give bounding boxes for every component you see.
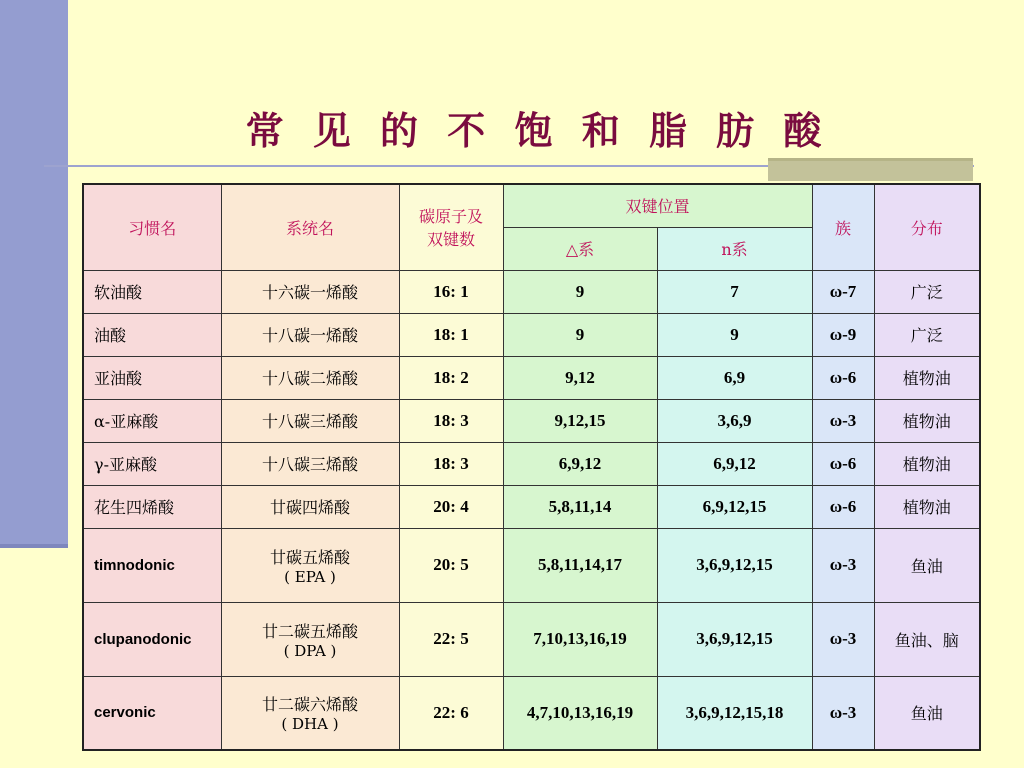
cell-family: ω-6	[812, 485, 874, 528]
cell-common-name: 软油酸	[83, 270, 221, 313]
cell-family: ω-7	[812, 270, 874, 313]
cell-common-name: γ-亚麻酸	[83, 442, 221, 485]
systematic-name-line: 十八碳一烯酸	[261, 326, 358, 345]
cell-common-name: timnodonic	[83, 528, 221, 602]
systematic-name-line: 十六碳一烯酸	[261, 283, 358, 302]
cell-carbon-count: 18: 1	[399, 313, 503, 356]
table-row	[83, 602, 980, 676]
systematic-name-line: 十八碳三烯酸	[261, 412, 358, 431]
cell-n-position: 3,6,9,12,15	[657, 528, 812, 602]
cell-distribution: 鱼油	[874, 528, 980, 602]
fatty-acid-table	[82, 183, 981, 751]
cell-distribution: 植物油	[874, 356, 980, 399]
cell-family: ω-3	[812, 676, 874, 750]
cell-distribution: 鱼油、脑	[874, 602, 980, 676]
cell-family: ω-3	[812, 602, 874, 676]
cell-n-position: 6,9	[657, 356, 812, 399]
cell-common-name: 花生四烯酸	[83, 485, 221, 528]
table-row	[83, 356, 980, 399]
systematic-name-line: 廿二碳五烯酸	[261, 621, 358, 641]
table-row	[83, 442, 980, 485]
cell-delta-position: 5,8,11,14,17	[503, 528, 657, 602]
cell-distribution: 广泛	[874, 313, 980, 356]
systematic-name-line: 廿碳五烯酸	[269, 547, 350, 567]
cell-delta-position: 6,9,12	[503, 442, 657, 485]
header-distribution: 分布	[874, 184, 980, 270]
table-row	[83, 399, 980, 442]
cell-carbon-count: 22: 5	[399, 602, 503, 676]
cell-delta-position: 4,7,10,13,16,19	[503, 676, 657, 750]
cell-systematic-name	[221, 313, 399, 356]
cell-systematic-name	[221, 399, 399, 442]
cell-n-position: 6,9,12,15	[657, 485, 812, 528]
cell-delta-position: 9,12	[503, 356, 657, 399]
cell-systematic-name	[221, 270, 399, 313]
cell-delta-position: 9	[503, 313, 657, 356]
systematic-name-line: 十八碳二烯酸	[261, 369, 358, 388]
header-carbon-line1: 碳原子及	[418, 207, 483, 227]
table-row	[83, 485, 980, 528]
title-rule-block	[768, 158, 973, 181]
cell-family: ω-9	[812, 313, 874, 356]
systematic-name-line: 廿二碳六烯酸	[261, 695, 358, 715]
left-bar-edge	[0, 544, 68, 548]
cell-distribution: 广泛	[874, 270, 980, 313]
cell-family: ω-3	[812, 528, 874, 602]
cell-family: ω-3	[812, 399, 874, 442]
cell-delta-position: 9	[503, 270, 657, 313]
cell-systematic-name	[221, 485, 399, 528]
header-carbon-line2: 双键数	[426, 230, 475, 250]
systematic-name-abbrev: ( DHA )	[281, 715, 339, 734]
cell-distribution: 鱼油	[874, 676, 980, 750]
cell-n-position: 3,6,9,12,15	[657, 602, 812, 676]
table-row	[83, 313, 980, 356]
cell-family: ω-6	[812, 356, 874, 399]
header-delta-system: △系	[503, 227, 657, 270]
cell-common-name: α-亚麻酸	[83, 399, 221, 442]
header-n-system: n系	[657, 227, 812, 270]
cell-common-name: 油酸	[83, 313, 221, 356]
cell-distribution: 植物油	[874, 399, 980, 442]
cell-common-name: clupanodonic	[83, 602, 221, 676]
cell-carbon-count: 20: 5	[399, 528, 503, 602]
header-common-name: 习惯名	[83, 184, 221, 270]
left-decorative-bar	[0, 0, 68, 548]
cell-distribution: 植物油	[874, 442, 980, 485]
systematic-name-line: 十八碳三烯酸	[261, 455, 358, 474]
cell-delta-position: 7,10,13,16,19	[503, 602, 657, 676]
cell-n-position: 7	[657, 270, 812, 313]
systematic-name-abbrev: ( DPA )	[283, 641, 337, 660]
cell-carbon-count: 20: 4	[399, 485, 503, 528]
cell-carbon-count: 18: 2	[399, 356, 503, 399]
cell-systematic-name	[221, 442, 399, 485]
cell-distribution: 植物油	[874, 485, 980, 528]
cell-carbon-count: 18: 3	[399, 442, 503, 485]
cell-n-position: 9	[657, 313, 812, 356]
header-systematic-name: 系统名	[221, 184, 399, 270]
table-row	[83, 528, 980, 602]
cell-systematic-name	[221, 602, 399, 676]
cell-carbon-count: 18: 3	[399, 399, 503, 442]
cell-systematic-name	[221, 676, 399, 750]
cell-n-position: 6,9,12	[657, 442, 812, 485]
cell-systematic-name	[221, 528, 399, 602]
cell-n-position: 3,6,9,12,15,18	[657, 676, 812, 750]
cell-delta-position: 9,12,15	[503, 399, 657, 442]
header-double-bond-position: 双键位置	[503, 184, 812, 227]
systematic-name-line: 廿碳四烯酸	[269, 498, 350, 517]
cell-carbon-count: 16: 1	[399, 270, 503, 313]
cell-n-position: 3,6,9	[657, 399, 812, 442]
cell-carbon-count: 22: 6	[399, 676, 503, 750]
cell-systematic-name	[221, 356, 399, 399]
cell-common-name: 亚油酸	[83, 356, 221, 399]
systematic-name-abbrev: ( EPA )	[284, 567, 336, 586]
table-row	[83, 676, 980, 750]
cell-family: ω-6	[812, 442, 874, 485]
slide-title: 常 见 的 不 饱 和 脂 肪 酸	[245, 109, 830, 153]
cell-common-name: cervonic	[83, 676, 221, 750]
cell-delta-position: 5,8,11,14	[503, 485, 657, 528]
header-carbon-double-bond	[399, 184, 503, 270]
header-family: 族	[812, 184, 874, 270]
table-row	[83, 270, 980, 313]
